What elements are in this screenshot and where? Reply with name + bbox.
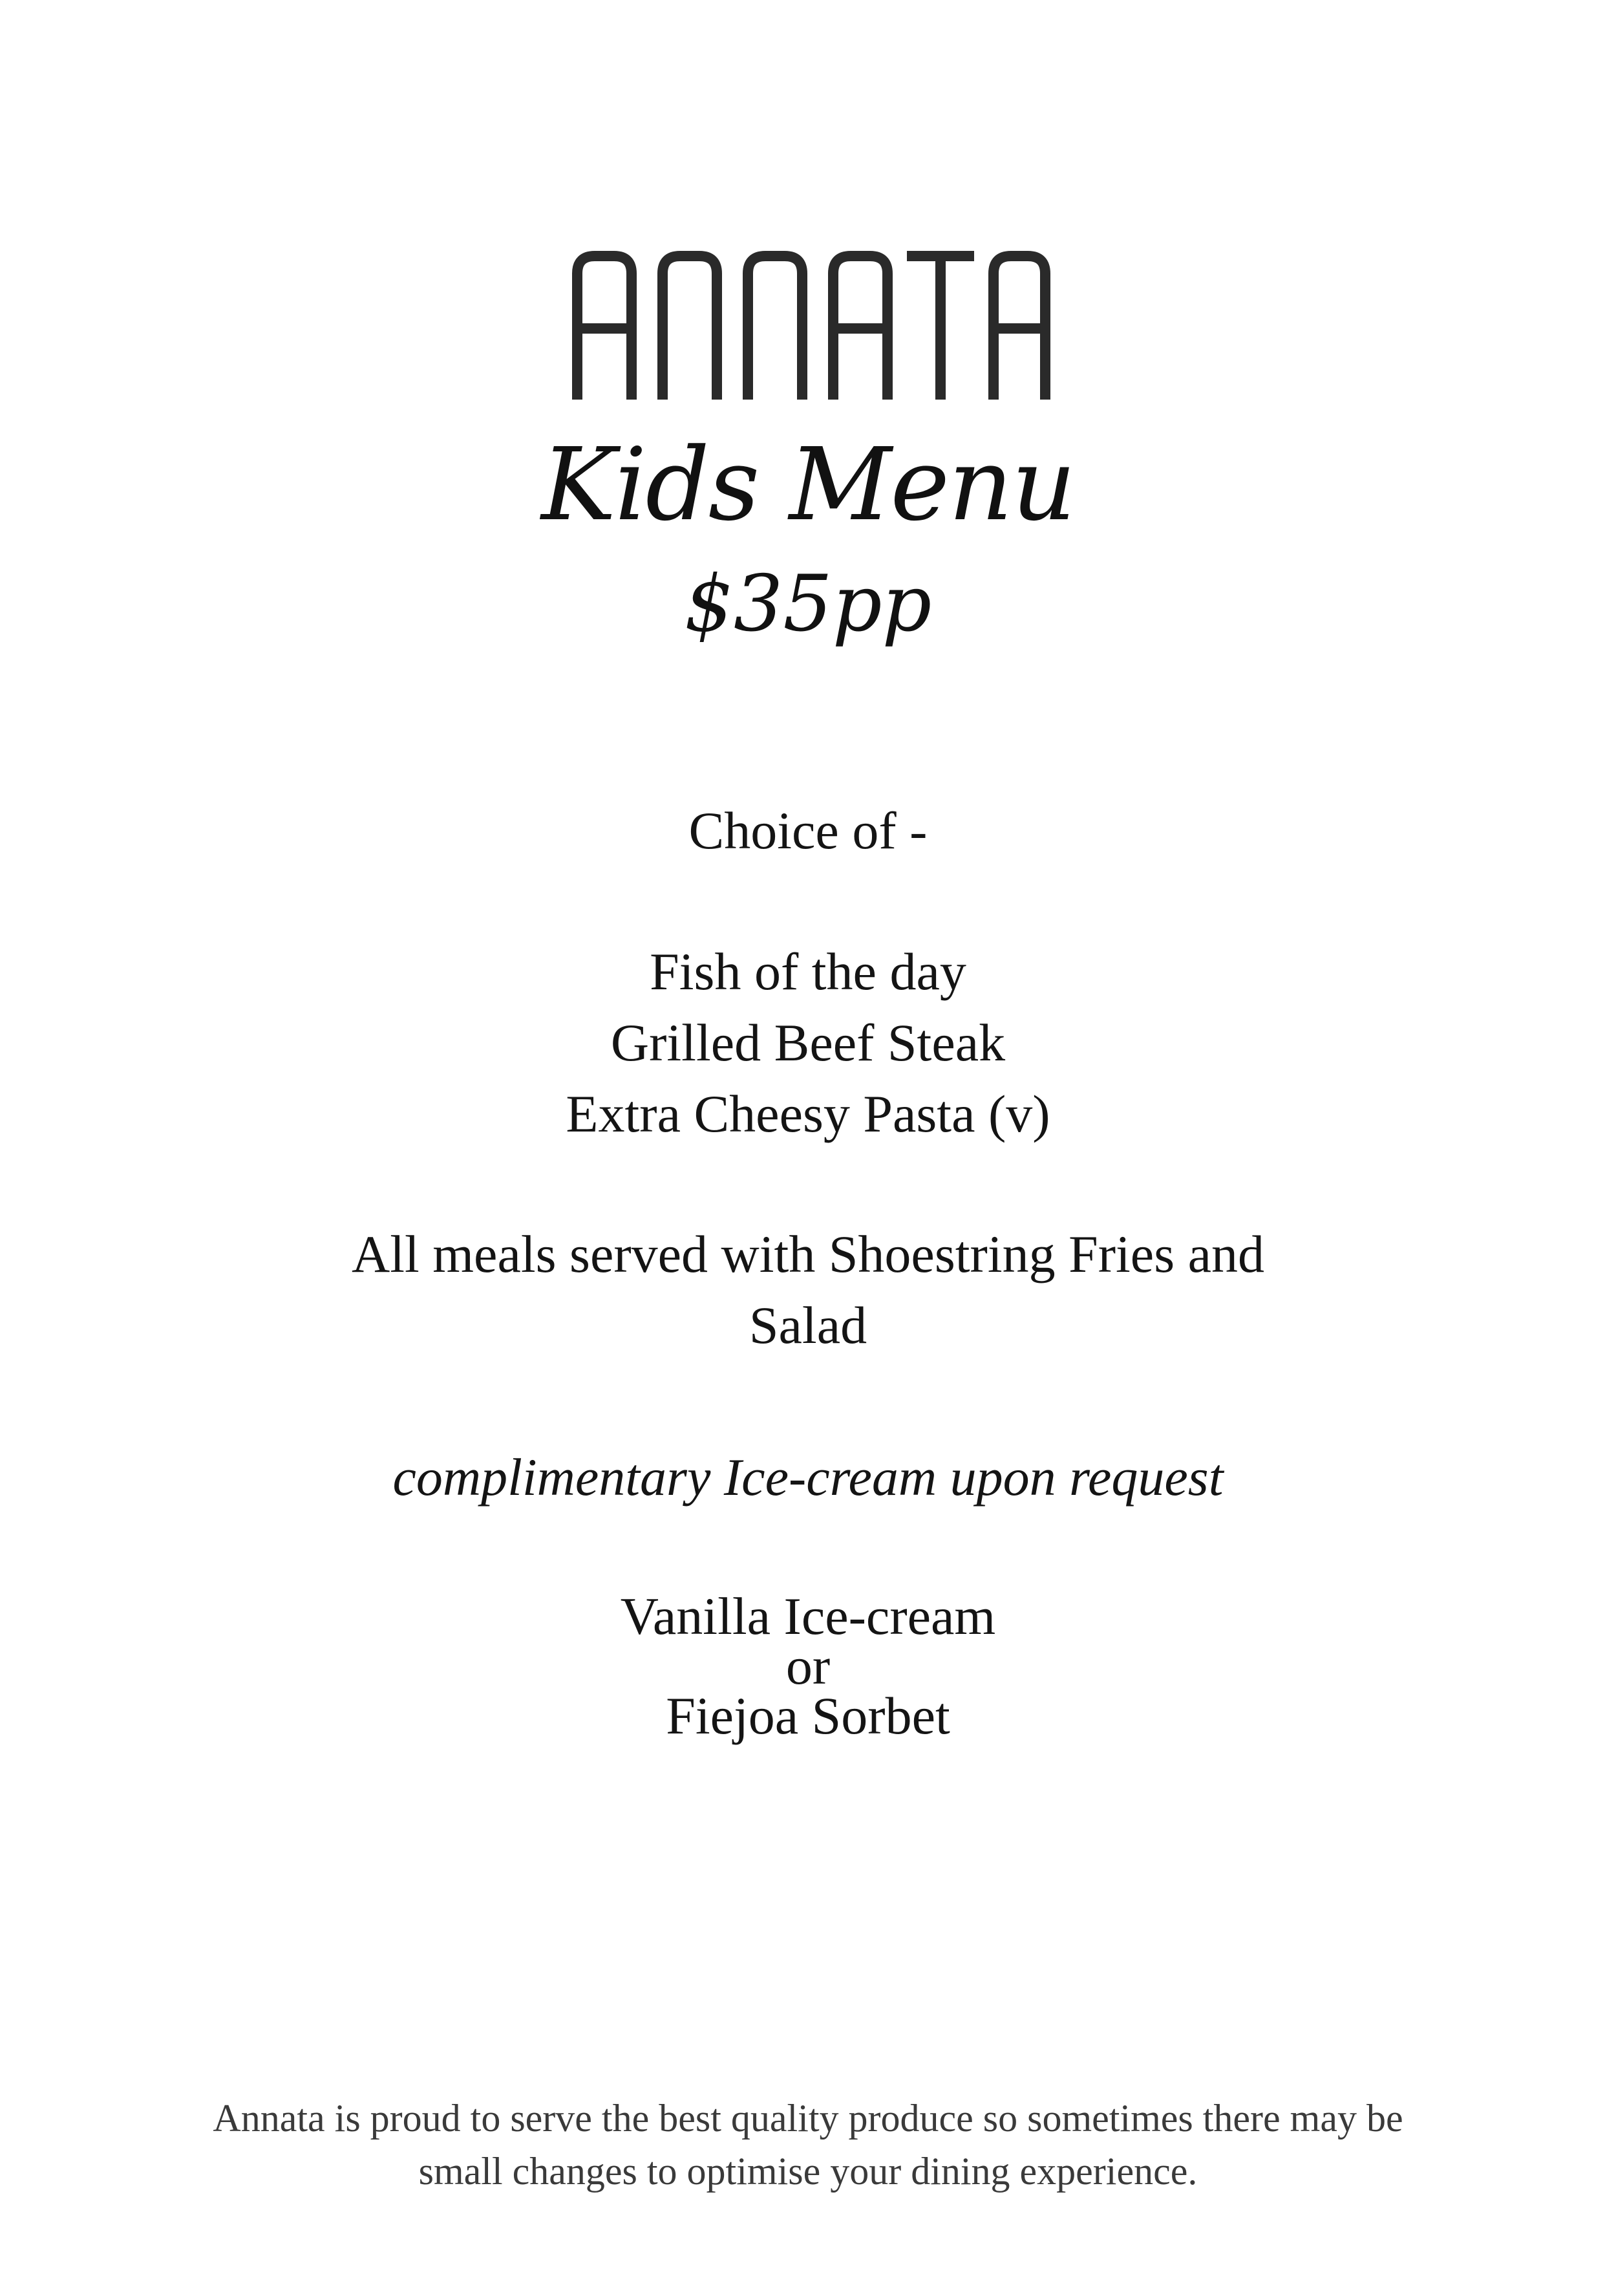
sides-line: Salad [749, 1296, 867, 1355]
annata-logo [566, 244, 1057, 406]
menu-title: Kids Menu [541, 426, 1075, 543]
menu-price: $35pp [684, 559, 932, 649]
dessert-options [0, 1587, 1616, 1745]
dish-item: Extra Cheesy Pasta (v) [566, 1084, 1050, 1143]
choice-intro: Choice of - [688, 801, 928, 860]
dish-item: Fish of the day [650, 942, 966, 1001]
sides-note [0, 1219, 1616, 1361]
dessert-note: complimentary Ice-cream upon request [392, 1448, 1224, 1507]
footer-line: Annata is proud to serve the best quality produce so sometimes there may be [213, 2097, 1403, 2140]
footer-note [0, 2092, 1616, 2198]
dessert-connector: or [785, 1636, 831, 1695]
dish-list [0, 936, 1616, 1150]
sides-line: All meals served with Shoestring Fries and [351, 1225, 1265, 1283]
dessert-option: Fiejoa Sorbet [666, 1686, 950, 1745]
footer-line: small changes to optimise your dining experience. [418, 2150, 1198, 2193]
dish-item: Grilled Beef Steak [610, 1013, 1006, 1072]
dessert-option: Vanilla Ice-cream [620, 1587, 996, 1646]
